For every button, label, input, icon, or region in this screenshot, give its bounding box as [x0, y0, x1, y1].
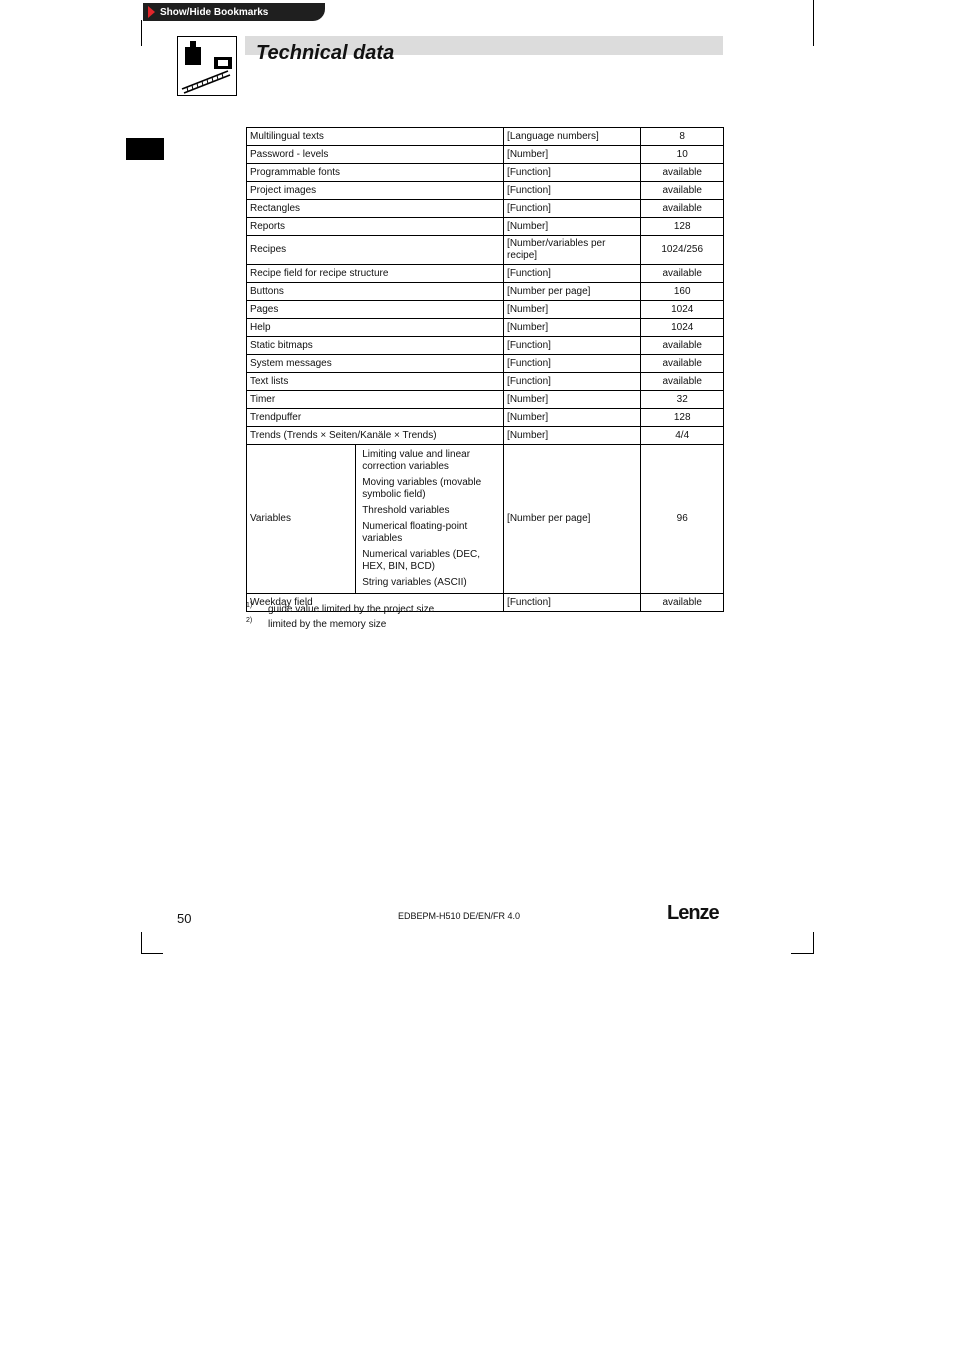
table-row: Static bitmaps [Function] available [247, 337, 724, 355]
page-title: Technical data [256, 42, 395, 64]
table-row: Password - levels [Number] 10 [247, 146, 724, 164]
show-hide-bookmarks-button[interactable] [143, 3, 325, 21]
technical-data-table [246, 127, 724, 612]
list-item: Threshold variables [362, 505, 450, 516]
crop-mark [813, 0, 814, 46]
crop-mark [141, 20, 142, 46]
footnote [246, 604, 434, 615]
table-row: Reports [Number] 128 [247, 218, 724, 236]
footnote-mark: 1) [246, 602, 253, 609]
table-row: Recipes [Number/variables per recipe] 1024/256 [247, 236, 724, 265]
table-row: Multilingual texts [Language numbers] 8 [247, 128, 724, 146]
footnote-text: guide value limited by the project size [268, 604, 435, 615]
table-row: Trendpuffer [Number] 128 [247, 409, 724, 427]
bookmarks-label: Show/Hide Bookmarks [160, 6, 269, 18]
table-row: Recipe field for recipe structure [Function] available [247, 265, 724, 283]
variables-value: 96 [641, 445, 724, 594]
footnote [246, 619, 434, 630]
table-row: Trends (Trends × Seiten/Kanäle × Trends) [Number] 4/4 [247, 427, 724, 445]
crop-mark [791, 953, 813, 954]
footnote-mark: 2) [246, 617, 253, 624]
crop-mark [141, 953, 163, 954]
crop-mark [813, 932, 814, 954]
table-row: Timer [Number] 32 [247, 391, 724, 409]
crop-mark [141, 932, 142, 954]
table-row: Buttons [Number per page] 160 [247, 283, 724, 301]
chapter-tab [126, 138, 164, 160]
table-row: Text lists [Function] available [247, 373, 724, 391]
variables-unit: [Number per page] [504, 445, 641, 594]
table-row: Project images [Function] available [247, 182, 724, 200]
table-row: Programmable fonts [Function] available [247, 164, 724, 182]
document-code: EDBEPM-H510 DE/EN/FR 4.0 [398, 911, 521, 921]
list-item: Moving variables (movable symbolic field) [362, 477, 482, 500]
variables-types [356, 445, 504, 594]
table-row: Help [Number] 1024 [247, 319, 724, 337]
table-row: System messages [Function] available [247, 355, 724, 373]
triangle-right-icon [148, 6, 155, 18]
table-row: Pages [Number] 1024 [247, 301, 724, 319]
table-row: Rectangles [Function] available [247, 200, 724, 218]
footnotes [246, 604, 434, 634]
page-number: 50 [177, 911, 192, 926]
technical-data-icon [177, 36, 237, 96]
table-row: Weekday field [Function] available [247, 594, 724, 612]
footnote-text: limited by the memory size [268, 619, 387, 630]
list-item: Numerical variables (DEC, HEX, BIN, BCD) [362, 549, 481, 572]
list-item: Limiting value and linear correction variables [362, 449, 471, 472]
variables-label: Variables [247, 445, 356, 594]
list-item: String variables (ASCII) [362, 577, 467, 588]
lenze-logo: Lenze [667, 902, 719, 924]
list-item: Numerical floating-point variables [362, 521, 468, 544]
table-row-variables [247, 445, 724, 594]
